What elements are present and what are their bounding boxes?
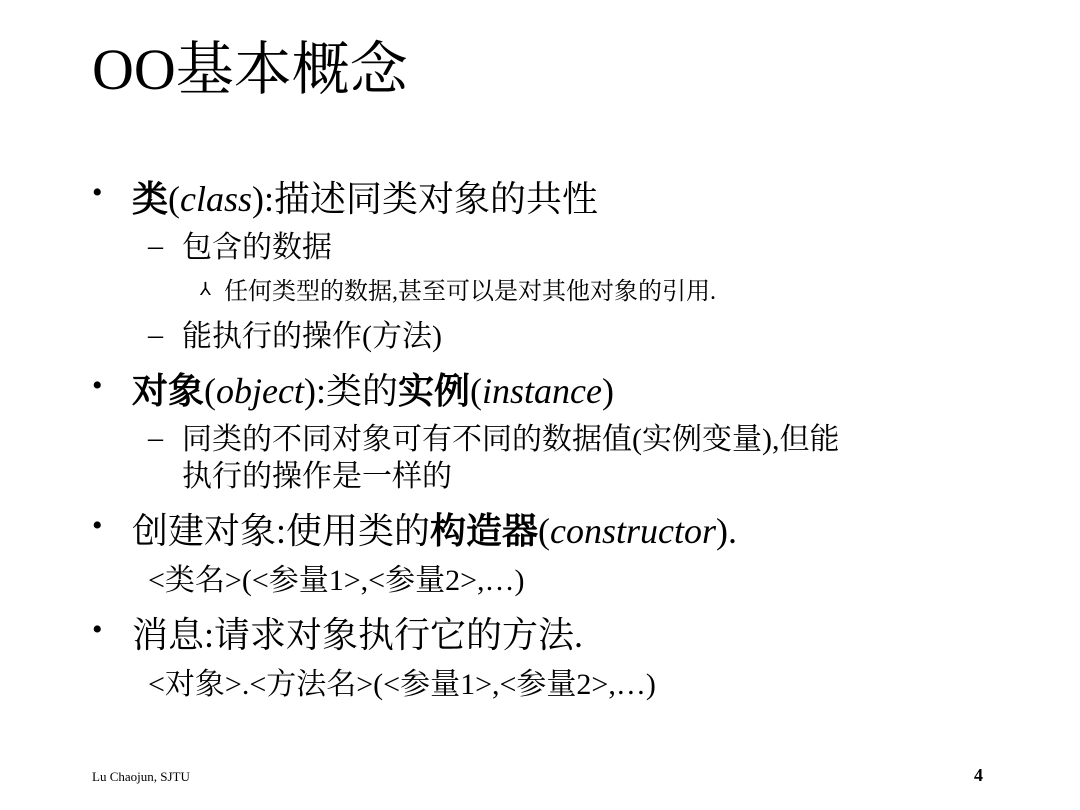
class-term-en: class	[180, 179, 253, 219]
object-mid: :类的	[315, 371, 398, 411]
instance-term-en: instance	[482, 371, 602, 411]
page-number: 4	[974, 765, 983, 785]
object-term: 对象	[132, 371, 205, 411]
class-sub1-dash: –	[148, 229, 163, 262]
create-syntax: <类名>(<参量1>,<参量2>,…)	[148, 564, 525, 597]
bullet-object: 对象(object):类的实例(instance)	[132, 371, 614, 411]
create-tail: .	[728, 511, 738, 551]
class-sub2-dash: –	[148, 318, 163, 351]
bullet-class: 类(class):描述同类对象的共性	[132, 179, 599, 219]
bullet-object-marker: •	[92, 369, 103, 402]
create-pre: 创建对象:使用类的	[132, 511, 431, 551]
object-sub1-dash: –	[148, 421, 163, 454]
object-sub1-line2: 执行的操作是一样的	[182, 460, 452, 493]
bullet-create: 创建对象:使用类的构造器(constructor).	[132, 511, 738, 551]
slide-title: OO基本概念	[92, 37, 408, 102]
constructor-term-en: constructor	[550, 511, 717, 551]
message-syntax: <对象>.<方法名>(<参量1>,<参量2>,…)	[148, 668, 656, 701]
object-sub1-line1: 同类的不同对象可有不同的数据值(实例变量),但能	[182, 423, 840, 456]
bullet-message-marker: •	[92, 613, 103, 646]
class-detail-text: 任何类型的数据,甚至可以是对其他对象的引用.	[224, 279, 716, 305]
object-term-en: object	[216, 371, 304, 411]
bullet-class-marker: •	[92, 176, 103, 209]
footer-author: Lu Chaojun, SJTU	[92, 769, 190, 784]
constructor-term: 构造器	[430, 511, 539, 551]
bullet-message: 消息:请求对象执行它的方法.	[132, 615, 584, 655]
class-detail-marker: ⅄	[200, 279, 211, 299]
bullet-create-marker: •	[92, 509, 103, 542]
instance-term: 实例	[398, 371, 471, 411]
class-sub2-text: 能执行的操作(方法)	[182, 320, 442, 353]
class-description: :描述同类对象的共性	[264, 179, 599, 219]
class-term: 类	[132, 179, 169, 219]
class-sub1-text: 包含的数据	[182, 231, 332, 264]
